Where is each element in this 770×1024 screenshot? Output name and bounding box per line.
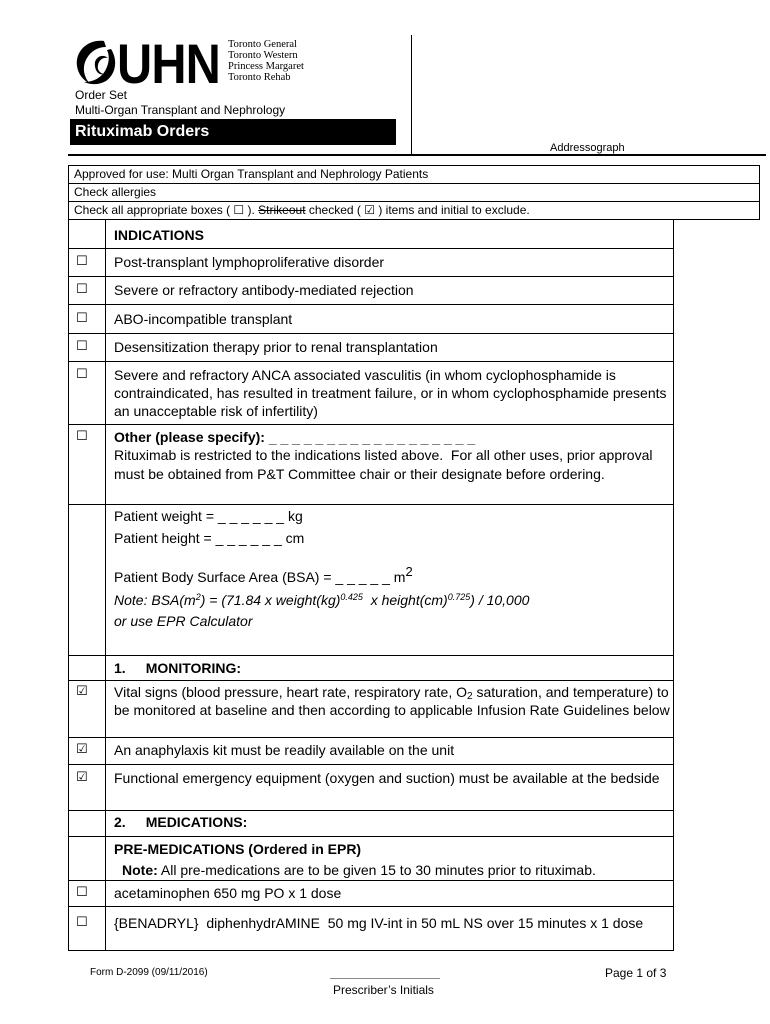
- indication-text: ABO-incompatible transplant: [114, 311, 293, 327]
- checkbox-cell: [69, 220, 106, 248]
- premedications-note: [114, 861, 671, 879]
- table-row: [69, 362, 673, 425]
- checkbox-cell: [69, 656, 106, 680]
- table-row: [69, 811, 673, 837]
- checkbox[interactable]: ☐: [69, 425, 106, 504]
- checkbox[interactable]: ☐: [69, 881, 106, 906]
- instructions-text: Check all appropriate boxes ( ☐ ).: [74, 203, 259, 217]
- bsa-field[interactable]: [114, 565, 671, 589]
- order-set-label: Order Set: [75, 88, 128, 102]
- checkbox-cell: [69, 837, 106, 880]
- section-title: MEDICATIONS:: [145, 814, 248, 830]
- indication-text: Severe or refractory antibody-mediated rejection: [114, 282, 414, 298]
- note-text: All pre-medications are to be given 15 to 30 minutes prior to rituximab.: [157, 862, 596, 878]
- monitoring-text-part: saturation, and temperature) to be monitored at baseline and then according to applicable Infusion Rate Guidelines below: [114, 684, 670, 718]
- monitoring-text: [106, 681, 673, 737]
- monitoring-text: Functional emergency equipment (oxygen and suction) must be available at the bedside: [114, 770, 660, 786]
- instructions: [69, 202, 759, 220]
- check-allergies: Check allergies: [69, 184, 759, 202]
- approved-for-use: Approved for use: Multi Organ Transplant and Nephrology Patients: [69, 166, 759, 184]
- section-title: MONITORING:: [145, 660, 242, 676]
- checkbox[interactable]: ☑: [69, 681, 106, 737]
- orders-table: [68, 219, 674, 951]
- other-specify-label: Other (please specify):: [114, 429, 269, 445]
- section-heading-medications: [106, 811, 673, 836]
- header-rule: [68, 154, 766, 156]
- table-row: [69, 249, 673, 277]
- logo-hospital-list: [228, 39, 304, 83]
- addressograph-label: Addressograph: [550, 142, 625, 154]
- premedications-cell: [106, 837, 673, 880]
- table-row: [69, 656, 673, 681]
- hospital-name: Princess Margaret: [228, 61, 304, 72]
- bsa-unit-exponent: 2: [405, 564, 413, 579]
- table-row: [69, 881, 673, 907]
- checkbox-cell: [69, 811, 106, 836]
- table-row: [69, 738, 673, 765]
- table-row: [69, 837, 673, 881]
- checkbox[interactable]: ☐: [69, 249, 106, 276]
- epr-calculator-note: or use EPR Calculator: [114, 613, 253, 629]
- prescriber-initials-label: Prescriber’s Initials: [333, 983, 434, 997]
- initials-line[interactable]: [330, 978, 440, 979]
- other-specify-field[interactable]: _ _ _ _ _ _ _ _ _ _ _ _ _ _ _ _ _ _: [268, 429, 476, 445]
- checkbox[interactable]: ☐: [69, 907, 106, 950]
- section-heading-monitoring: [106, 656, 673, 680]
- table-row: [69, 334, 673, 362]
- spacer: [114, 549, 671, 565]
- strikeout-text: Strikeout: [258, 203, 306, 217]
- checkbox[interactable]: ☐: [69, 334, 106, 361]
- page-number: Page 1 of 3: [605, 966, 667, 980]
- medication-text: acetaminophen 650 mg PO x 1 dose: [114, 885, 342, 901]
- section-heading-indications: INDICATIONS: [114, 227, 204, 243]
- formula-part: ) = (71.84 x weight(kg): [200, 592, 341, 608]
- formula-exponent: 0.725: [447, 592, 471, 602]
- program-name: Multi-Organ Transplant and Nephrology: [75, 103, 286, 117]
- bsa-formula: [114, 589, 671, 611]
- other-indication-cell: [106, 425, 673, 504]
- checkbox[interactable]: ☐: [69, 277, 106, 304]
- page-title: Rituximab Orders: [70, 119, 396, 145]
- checkbox[interactable]: ☐: [69, 305, 106, 333]
- note-label: Note:: [122, 862, 158, 878]
- o2-subscript: 2: [467, 691, 473, 702]
- formula-part: x height(cm): [362, 592, 448, 608]
- patient-height-field[interactable]: Patient height = _ _ _ _ _ _ cm: [114, 530, 305, 546]
- table-row: [69, 220, 673, 249]
- logo-wordmark: UHN: [117, 32, 220, 95]
- monitoring-text: An anaphylaxis kit must be readily available on the unit: [114, 742, 455, 758]
- formula-part: ) / 10,000: [470, 592, 530, 608]
- info-box: [68, 165, 760, 220]
- indication-text: Severe and refractory ANCA associated vasculitis (in whom cyclophosphamide is contraindicated, has resulted in treatment failure, or in whom cyclophosphamide presents an unacceptable risk of infertility): [114, 367, 667, 419]
- premedications-heading: PRE-MEDICATIONS (Ordered in EPR): [114, 841, 362, 857]
- uhn-swirl-icon: [73, 38, 117, 86]
- medication-text: {BENADRYL} diphenhydrAMINE 50 mg IV-int in 50 mL NS over 15 minutes x 1 dose: [114, 915, 644, 931]
- formula-exponent: 2: [195, 592, 201, 602]
- other-indication-line: [114, 428, 671, 446]
- table-row: [69, 305, 673, 334]
- hospital-name: Toronto Western: [228, 50, 298, 61]
- formula-part: Note: BSA(m: [114, 592, 196, 608]
- hospital-name: Toronto Rehab: [228, 72, 291, 83]
- section-number: 2.: [114, 814, 126, 830]
- patient-weight-field[interactable]: Patient weight = _ _ _ _ _ _ kg: [114, 508, 303, 524]
- indication-text: Desensitization therapy prior to renal transplantation: [114, 339, 438, 355]
- table-row: [69, 681, 673, 738]
- indication-text: Post-transplant lymphoproliferative disorder: [114, 254, 385, 270]
- table-row: [69, 277, 673, 305]
- section-number: 1.: [114, 660, 126, 676]
- table-row: [69, 425, 673, 505]
- checkbox[interactable]: ☑: [69, 765, 106, 810]
- patient-measurements: [106, 505, 673, 655]
- header-divider: [411, 35, 412, 155]
- formula-exponent: 0.425: [340, 592, 363, 602]
- table-row: [69, 765, 673, 811]
- restriction-note: Rituximab is restricted to the indications listed above. For all other uses, prior approval must be obtained from P&T Committee chair or their designate before ordering.: [114, 447, 657, 482]
- checkbox[interactable]: ☑: [69, 738, 106, 764]
- monitoring-text-part: Vital signs (blood pressure, heart rate, respiratory rate, O: [114, 684, 468, 700]
- instructions-text: checked ( ☑ ) items and initial to exclude.: [305, 203, 530, 217]
- form-id: Form D-2099 (09/11/2016): [90, 967, 208, 978]
- checkbox[interactable]: ☐: [69, 362, 106, 424]
- hospital-name: Toronto General: [228, 39, 297, 50]
- bsa-label: Patient Body Surface Area (BSA) = _ _ _ _ _ m: [114, 569, 406, 585]
- table-row: [69, 907, 673, 951]
- checkbox-cell: [69, 505, 106, 655]
- table-row: [69, 505, 673, 656]
